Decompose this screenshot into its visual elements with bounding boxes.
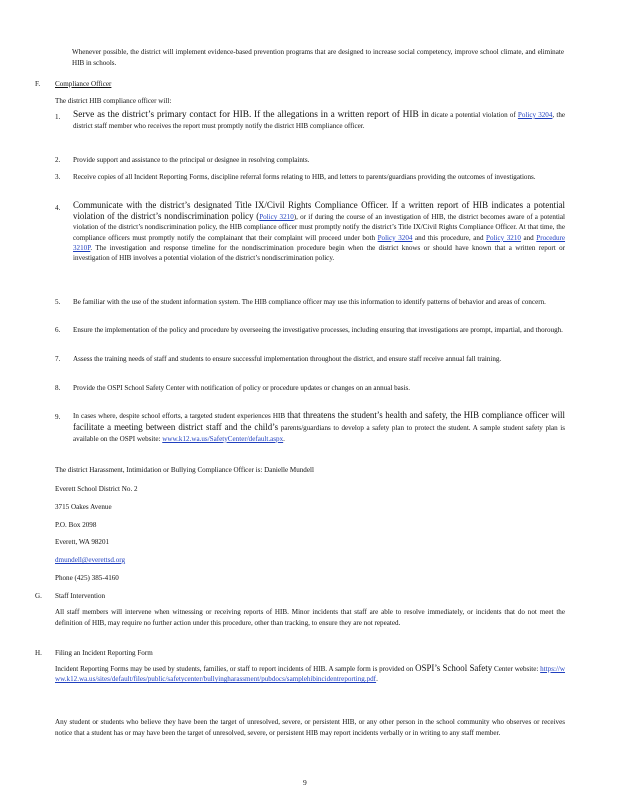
section-f-heading: Compliance Officer <box>55 80 112 88</box>
section-f-lead: The district HIB compliance officer will: <box>55 97 172 105</box>
item-4-mid-2: and this procedure, and <box>412 233 487 242</box>
section-f-letter: F. <box>35 80 41 88</box>
item-6-number: 6. <box>55 326 61 334</box>
item-4-procedure-link[interactable]: Procedure 3210P <box>73 233 566 252</box>
item-7-number: 7. <box>55 355 61 363</box>
item-4-text <box>73 200 565 263</box>
section-h-p1-end: . <box>376 675 378 684</box>
item-4-tail: . The investigation and response timeline for the nondiscrimination procedure begin when the district knows or should have known that a written report or investigation of HIB involves a potential violation of the district’s nondiscrimination policy. <box>73 243 565 263</box>
item-1-emphasis: Serve as the district’s primary contact for HIB. If the allegations in a written report of HIB in <box>73 110 429 120</box>
item-5-number: 5. <box>55 298 61 306</box>
section-h-p1-post: Center website: <box>492 665 539 673</box>
item-2-text: Provide support and assistance to the principal or designee in resolving complaints. <box>73 156 310 164</box>
address-line-1: Everett School District No. 2 <box>55 485 138 493</box>
item-3-text: Receive copies of all Incident Reporting Forms, discipline referral forms relating to HIB, and letters to parents/guardians providing the outcomes of investigations. <box>73 173 536 181</box>
address-line-3: P.O. Box 2098 <box>55 521 97 529</box>
officer-line: The district Harassment, Intimidation or Bullying Compliance Officer is: Danielle Mundell <box>55 466 314 474</box>
item-1-text <box>73 110 565 131</box>
item-4-mid-1: ), or if during the course of an investigation of HIB, the district becomes aware of a potential violation of the district’s nondiscrimination policy, the HIB compliance officer must promptly notify the district’s Title IX/Civil Rights Compliance Officer. At that time, the compliance officers must promptly notify the complainant that their complaint will proceed under both <box>73 213 566 242</box>
section-h-p1-emphasis: OSPI’s School Safety <box>415 663 493 673</box>
item-3-number: 3. <box>55 173 61 181</box>
address-line-2: 3715 Oakes Avenue <box>55 503 112 511</box>
item-2-number: 2. <box>55 156 61 164</box>
item-9-post: parents/guardians to develop a safety plan to protect the student. A sample student safety plan is available on the OSPI website: <box>73 423 566 443</box>
officer-email-link[interactable]: dmundell@everettsd.org <box>55 556 126 564</box>
section-h-heading: Filing an Incident Reporting Form <box>55 649 153 657</box>
sample-form-link[interactable]: https://www.k12.wa.us/sites/default/files/public/safetycenter/bullyingharassment/pubdocs/samplehibincidentreporting.pdf <box>55 665 566 684</box>
section-h-letter: H. <box>35 649 42 657</box>
item-9-text <box>73 410 565 444</box>
item-4-number: 4. <box>55 204 61 212</box>
item-9-end: . <box>283 434 285 443</box>
item-4-policy-3210-link-2[interactable]: Policy 3210 <box>486 233 521 242</box>
item-4-emphasis: Communicate with the district’s designated Title IX/Civil Rights Compliance Officer. If a written report of HIB indicates a potential violation of the district’s nondiscrimination policy ( <box>73 200 565 222</box>
item-1-policy-link[interactable]: Policy 3204 <box>517 111 553 119</box>
item-4-policy-3204-link[interactable]: Policy 3204 <box>377 233 413 242</box>
section-h-paragraph-1 <box>55 663 565 685</box>
item-9-number: 9. <box>55 413 61 421</box>
item-5-text: Be familiar with the use of the student information system. The HIB compliance officer may use this information to identify patterns of behavior and areas of concern. <box>73 298 546 306</box>
item-6-text: Ensure the implementation of the policy and procedure by overseeing the investigative processes, including ensuring that investigations are prompt, impartial, and thorough. <box>73 326 563 334</box>
item-8-text: Provide the OSPI School Safety Center with notification of policy or procedure updates or changes on an annual basis. <box>73 384 411 392</box>
item-9-ospi-link[interactable]: www.k12.wa.us/SafetyCenter/default.aspx <box>162 434 284 443</box>
item-4-mid-3: and <box>520 233 537 242</box>
address-line-4: Everett, WA 98201 <box>55 538 110 546</box>
intro-paragraph: Whenever possible, the district will implement evidence-based prevention programs that are designed to increase social competency, improve school climate, and eliminate HIB in schools. <box>72 48 564 67</box>
item-7-text: Assess the training needs of staff and students to ensure successful implementation throughout the district, and ensure staff receive annual fall training. <box>73 355 502 363</box>
section-h-paragraph-2: Any student or students who believe they have been the target of unresolved, severe, or persistent HIB, or any other person in the school community who observes or receives notice that a student has or may have been the target of unresolved, severe, or persistent HIB may report incidents verbally or in writing to any staff member. <box>55 718 565 737</box>
officer-phone: Phone (425) 385-4160 <box>55 574 119 582</box>
section-g-text: All staff members will intervene when witnessing or receiving reports of HIB. Minor incidents that staff are able to resolve immediately, or incidents that do not meet the definition of HIB, may require no further action under this procedure, other than tracking, to ensure they are not repeated. <box>55 608 565 627</box>
section-g-heading: Staff Intervention <box>55 592 106 600</box>
item-8-number: 8. <box>55 384 61 392</box>
item-9-emphasis: that threatens the student’s health and safety, the HIB compliance officer will facilitate a meeting between district staff and the child’s <box>73 410 565 432</box>
section-g-letter: G. <box>35 592 42 600</box>
item-4-policy-3210-link[interactable]: Policy 3210 <box>259 213 294 222</box>
item-1-pre: dicate a potential violation of <box>430 111 518 119</box>
item-1-post: , the district staff member who receives the report must promptly notify the district HIB compliance officer. <box>73 111 566 130</box>
section-h-p1-pre: Incident Reporting Forms may be used by students, families, or staff to report incidents of HIB. A sample form is provided on <box>55 665 416 673</box>
item-9-pre: In cases where, despite school efforts, a targeted student experiences HIB <box>73 412 288 420</box>
page-number: 9 <box>303 778 307 787</box>
item-1-number: 1. <box>55 113 61 121</box>
